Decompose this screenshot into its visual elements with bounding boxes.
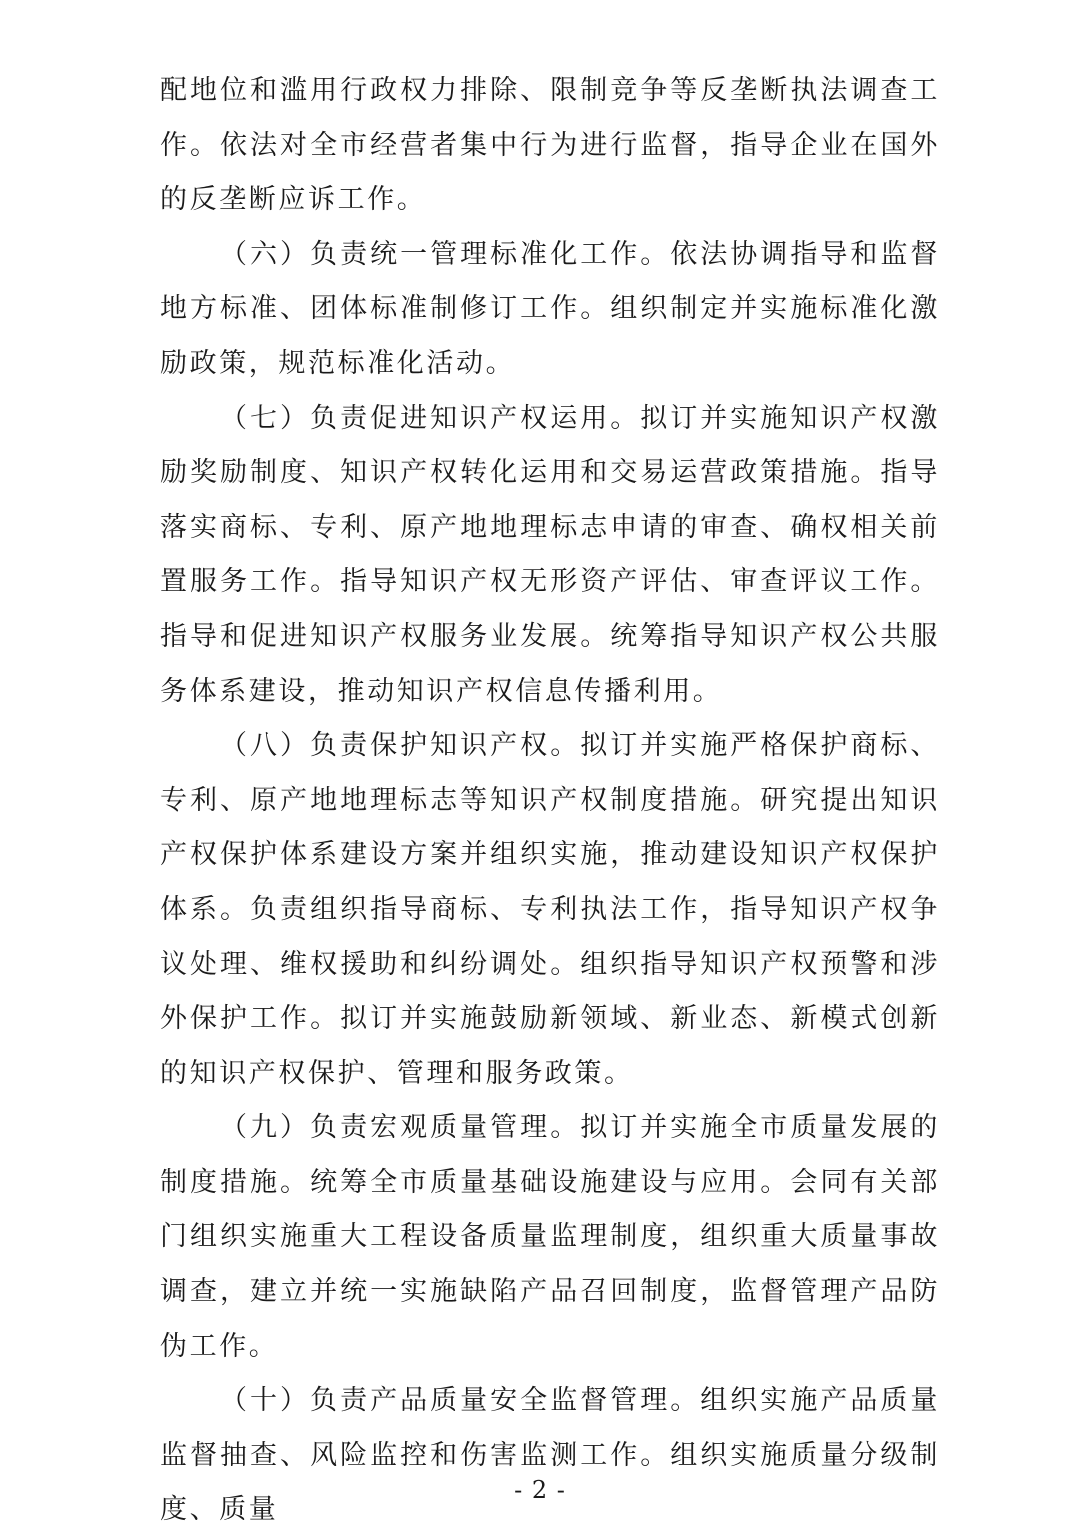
paragraph-item-9: （九）负责宏观质量管理。拟订并实施全市质量发展的制度措施。统筹全市质量基础设施建设与应用。会同有关部门组织实施重大工程设备质量监理制度，组织重大质量事故调查，建立并统一实施缺陷产品召回制度，监督管理产品防伪工作。 <box>160 1112 940 1362</box>
paragraph-item-7: （七）负责促进知识产权运用。拟订并实施知识产权激励奖励制度、知识产权转化运用和交易运营政策措施。指导落实商标、专利、原产地地理标志申请的审查、确权相关前置服务工作。指导知识产权无形资产评估、审查评议工作。指导和促进知识产权服务业发展。统筹指导知识产权公共服务体系建设，推动知识产权信息传播利用。 <box>160 402 940 707</box>
paragraph-item-6: （六）负责统一管理标准化工作。依法协调指导和监督地方标准、团体标准制修订工作。组织制定并实施标准化激励政策，规范标准化活动。 <box>160 238 940 379</box>
paragraph-item-8: （八）负责保护知识产权。拟订并实施严格保护商标、专利、原产地地理标志等知识产权制度措施。研究提出知识产权保护体系建设方案并组织实施，推动建设知识产权保护体系。负责组织指导商标、专利执法工作，指导知识产权争议处理、维权援助和纠纷调处。组织指导知识产权预警和涉外保护工作。拟订并实施鼓励新领域、新业态、新模式创新的知识产权保护、管理和服务政策。 <box>160 730 940 1089</box>
paragraph-continuation: 配地位和滥用行政权力排除、限制竞争等反垄断执法调查工作。依法对全市经营者集中行为进行监督，指导企业在国外的反垄断应诉工作。 <box>160 75 940 216</box>
page-number: - 2 - <box>514 1476 566 1504</box>
paragraph-item-10: （十）负责产品质量安全监督管理。组织实施产品质量监督抽查、风险监控和伤害监测工作。组织实施质量分级制度、质量 <box>160 1385 940 1526</box>
document-body <box>160 64 940 1538</box>
